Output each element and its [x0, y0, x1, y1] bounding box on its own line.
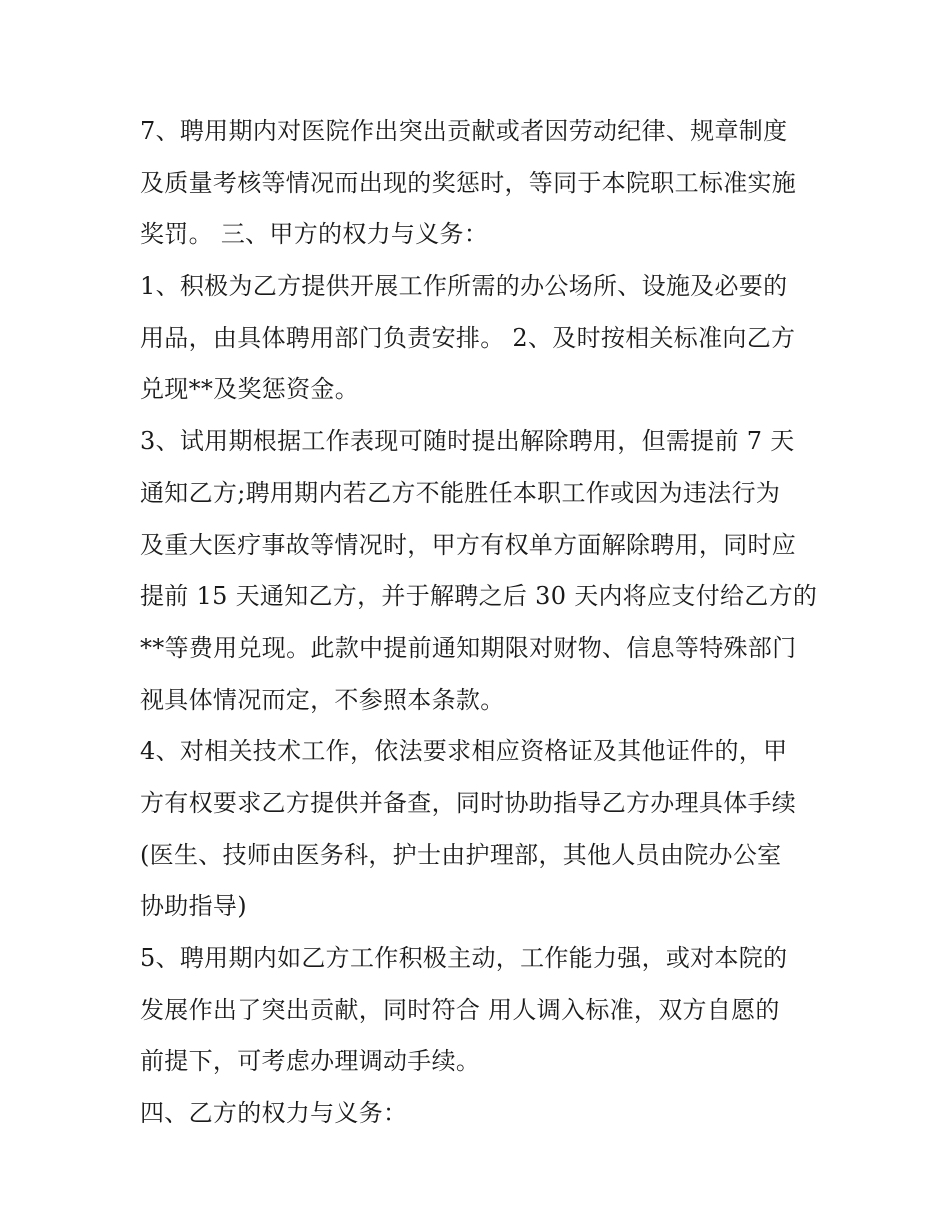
text-line: 发展作出了突出贡献，同时符合 用人调入标准，双方自愿的 [140, 995, 780, 1024]
text-line: 1、积极为乙方提供开展工作所需的办公场所、设施及必要的 [140, 272, 788, 301]
text-line: (医生、技师由医务科，护士由护理部，其他人员由院办公室 [140, 840, 782, 869]
text-line: 奖罚。 三、甲方的权力与义务： [140, 220, 489, 249]
text-line: 提前 15 天通知乙方，并于解聘之后 30 天内将应支付给乙方的 [140, 582, 818, 611]
text-line: 5、聘用期内如乙方工作积极主动，工作能力强，或对本院的 [140, 944, 788, 972]
text-line: 用品，由具体聘用部门负责安排。 2、及时按相关标准向乙方 [140, 323, 796, 352]
text-line: 前提下，可考虑办理调动手续。 [140, 1047, 481, 1076]
text-line: 协助指导) [140, 892, 247, 921]
text-line: **等费用兑现。此款中提前通知期限对财物、信息等特殊部门 [140, 633, 797, 662]
text-line: 通知乙方;聘用期内若乙方不能胜任本职工作或因为违法行为 [140, 478, 781, 507]
text-line: 及质量考核等情况而出现的奖惩时，等同于本院职工标准实施 [140, 168, 797, 197]
text-line: 兑现**及奖惩资金。 [140, 375, 359, 404]
text-line: 四、乙方的权力与义务： [140, 1099, 408, 1128]
text-line: 3、试用期根据工作表现可随时提出解除聘用，但需提前 7 天 [140, 427, 795, 456]
text-line: 4、对相关技术工作，依法要求相应资格证及其他证件的，甲 [140, 737, 788, 766]
document-body [140, 106, 820, 1140]
text-line: 7、聘用期内对医院作出突出贡献或者因劳动纪律、规章制度 [140, 117, 788, 145]
text-line: 方有权要求乙方提供并备查，同时协助指导乙方办理具体手续 [140, 788, 797, 817]
text-line: 视具体情况而定，不参照本条款。 [140, 685, 505, 714]
text-line: 及重大医疗事故等情况时，甲方有权单方面解除聘用，同时应 [140, 530, 797, 559]
